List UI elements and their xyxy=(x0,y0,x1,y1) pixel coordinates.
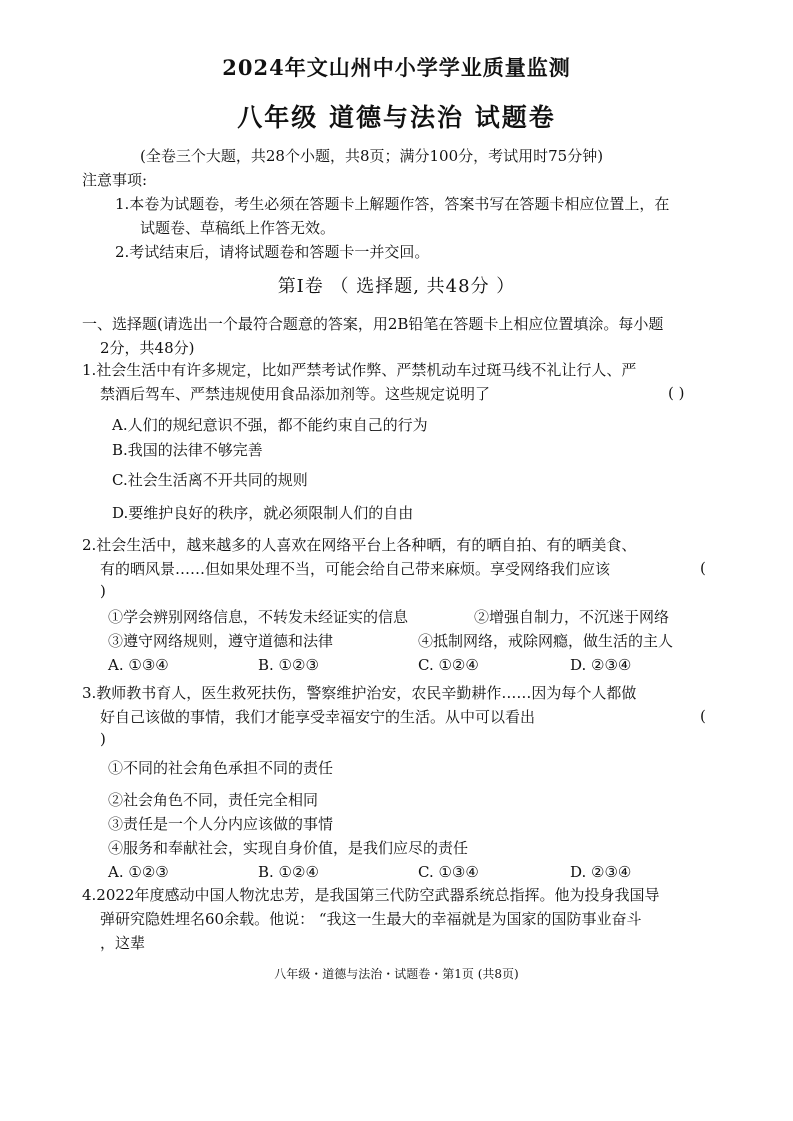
question-4-stem-cont: 弹研究隐姓埋名60余载。他说： “我这一生最大的幸福就是为国家的国防事业奋斗 xyxy=(100,910,642,928)
exam-info: (全卷三个大题，共28个小题，共8页；满分100分，考试用时75分钟) xyxy=(140,147,604,165)
question-2-stem: 2.社会生活中，越来越多的人喜欢在网络平台上各种晒，有的晒自拍、有的晒美食、 xyxy=(82,536,637,554)
question-1-option-d: D.要维护良好的秩序，就必须限制人们的自由 xyxy=(112,504,414,522)
question-3-stem-cont: 好自己该做的事情，我们才能享受幸福安宁的生活。从中可以看出 xyxy=(100,708,536,726)
answer-paren-open: ( xyxy=(700,559,706,577)
question-3-choice-b: B. ①②④ xyxy=(258,863,319,881)
question-3-choice-a: A. ①②③ xyxy=(108,863,169,881)
answer-paren-close: ) xyxy=(100,730,106,748)
question-1-stem-cont: 禁酒后驾车、严禁违规使用食品添加剂等。这些规定说明了 xyxy=(100,385,491,403)
question-2-statement-1: ①学会辨别网络信息，不转发未经证实的信息 xyxy=(108,608,409,626)
question-3-statement-4: ④服务和奉献社会，实现自身价值，是我们应尽的责任 xyxy=(108,839,469,857)
answer-paren-close: ) xyxy=(100,582,106,600)
answer-paren-open: ( xyxy=(700,707,706,725)
question-3-choice-d: D. ②③④ xyxy=(570,863,632,881)
notice-heading: 注意事项: xyxy=(82,171,148,189)
question-2-choice-a: A. ①③④ xyxy=(108,656,169,674)
question-3-statement-2: ②社会角色不同，责任完全相同 xyxy=(108,791,319,809)
question-2-stem-cont: 有的晒风景……但如果处理不当，可能会给自己带来麻烦。享受网络我们应该 xyxy=(100,560,611,578)
exam-title: 2024年文山州中小学学业质量监测 xyxy=(222,55,571,80)
question-3-statement-3: ③责任是一个人分内应该做的事情 xyxy=(108,815,334,833)
question-2-statement-4: ④抵制网络，戒除网瘾，做生活的主人 xyxy=(418,632,674,650)
page-footer: 八年级・道德与法治・试题卷・第1页 (共8页) xyxy=(274,967,519,981)
question-2-statement-3: ③遵守网络规则，遵守道德和法律 xyxy=(108,632,334,650)
section-instruction-cont: 2分，共48分) xyxy=(100,339,195,357)
question-1-option-b: B.我国的法律不够完善 xyxy=(112,441,263,459)
question-1-option-a: A.人们的规纪意识不强，都不能约束自己的行为 xyxy=(112,416,428,434)
question-2-choice-b: B. ①②③ xyxy=(258,656,319,674)
notice-item-1: 1.本卷为试题卷，考生必须在答题卡上解题作答，答案书写在答题卡相应位置上，在 xyxy=(115,195,670,213)
question-2-choice-d: D. ②③④ xyxy=(570,656,632,674)
section-title: 第Ⅰ卷 （ 选择题, 共48分 ） xyxy=(277,276,516,297)
question-4-stem-cont-2: ，这辈 xyxy=(100,934,146,952)
question-4-stem: 4.2022年度感动中国人物沈忠芳，是我国第三代防空武器系统总指挥。他为投身我国导 xyxy=(82,886,660,904)
question-3-choice-c: C. ①③④ xyxy=(418,863,479,881)
question-2-statement-2: ②增强自制力，不沉迷于网络 xyxy=(474,608,670,626)
exam-subtitle: 八年级 道德与法治 试题卷 xyxy=(237,103,556,132)
question-1-option-c: C.社会生活离不开共同的规则 xyxy=(112,471,308,489)
question-3-statement-1: ①不同的社会角色承担不同的责任 xyxy=(108,759,334,777)
notice-item-1-cont: 试题卷、草稿纸上作答无效。 xyxy=(140,219,336,237)
question-3-stem: 3.教师教书育人，医生救死扶伤，警察维护治安，农民辛勤耕作……因为每个人都做 xyxy=(82,684,637,702)
answer-paren: ( ) xyxy=(668,384,685,402)
section-instruction: 一、选择题(请选出一个最符合题意的答案，用2B铅笔在答题卡上相应位置填涂。每小题 xyxy=(82,315,664,333)
question-2-choice-c: C. ①②④ xyxy=(418,656,479,674)
notice-item-2: 2.考试结束后，请将试题卷和答题卡一并交回。 xyxy=(115,243,430,261)
question-1-stem: 1.社会生活中有许多规定，比如严禁考试作弊、严禁机动车过斑马线不礼让行人、严 xyxy=(82,361,637,379)
